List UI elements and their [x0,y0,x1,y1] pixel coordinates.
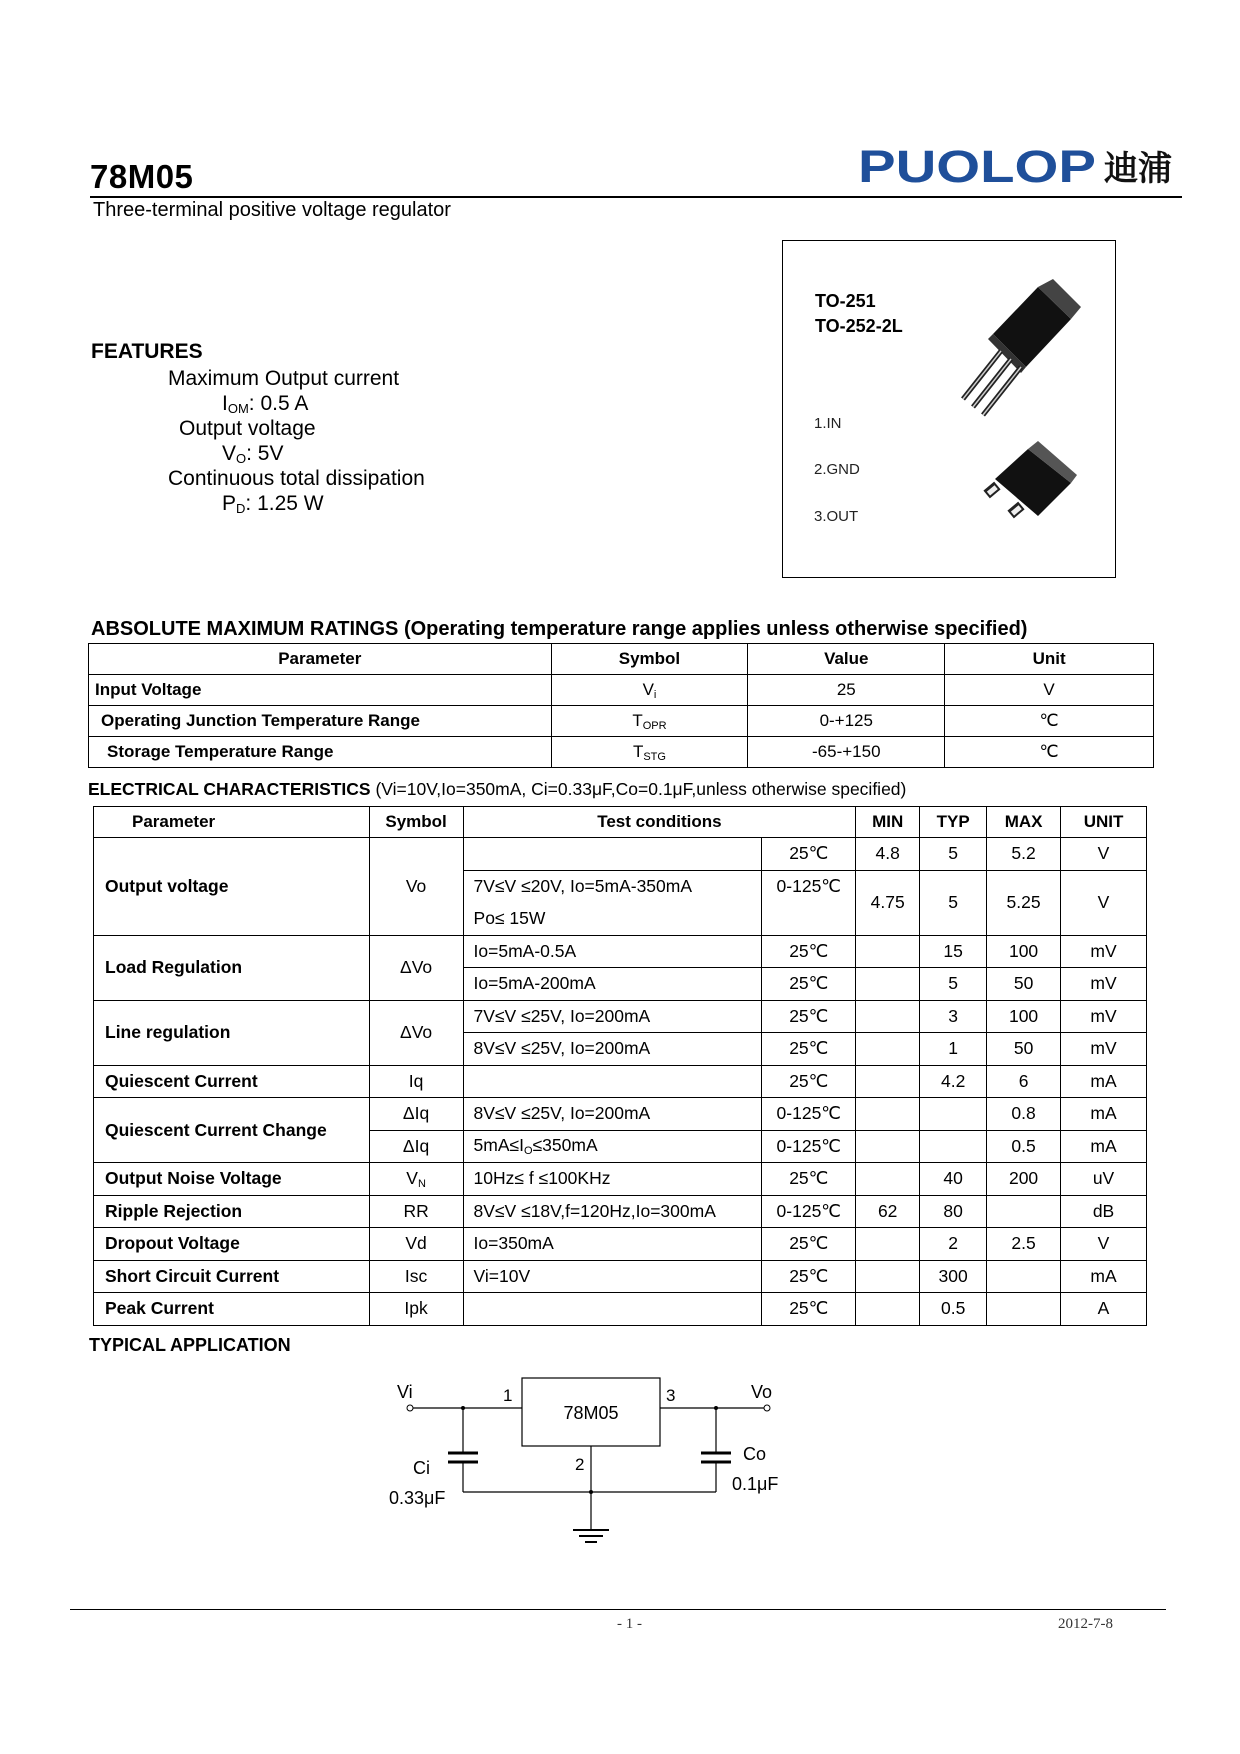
min-cell: 4.75 [856,870,920,935]
min-cell [856,1228,920,1261]
feature-value: $I_{OM}$: 0.5 A [222,392,309,416]
to252-package-icon [983,441,1078,531]
table-header-row [94,807,1147,838]
condition-cell [463,1065,762,1098]
max-cell: 0.5 [987,1130,1061,1163]
table-row [94,1163,1147,1196]
table-header-row [89,644,1154,675]
param-cell: Short Circuit Current [94,1260,370,1293]
to251-package-icon [953,279,1083,419]
part-number: 78M05 [90,158,194,195]
max-cell [987,1260,1061,1293]
condition-cell: $5mA\le I_O\le 350mA$ [463,1130,762,1163]
unit-cell: A [1061,1293,1147,1326]
package-name: TO-252-2L [815,316,903,336]
table-row [94,838,1147,871]
symbol-cell: ΔVo [369,1000,463,1065]
elec-table [93,806,1147,1326]
max-cell: 100 [987,1000,1061,1033]
condition-cell: 7V≤V ≤25V, Io=200mA [463,1000,762,1033]
typ-cell: 2 [920,1228,987,1261]
value-cell: -65-+150 [748,737,945,768]
temp-cell: 25℃ [762,1260,856,1293]
min-cell [856,1163,920,1196]
temp-cell: 0-125℃ [762,1098,856,1131]
min-cell: 62 [856,1195,920,1228]
unit-cell: mA [1061,1098,1147,1131]
typ-cell: 3 [920,1000,987,1033]
pin-label: 3.OUT [814,508,859,525]
condition-cell: 10Hz≤ f ≤100KHz [463,1163,762,1196]
symbol-cell: $V_i$ [551,675,748,706]
temp-cell: 25℃ [762,838,856,871]
min-cell [856,1293,920,1326]
temp-cell: 0-125℃ [762,1195,856,1228]
symbol-cell: Vd [369,1228,463,1261]
temp-cell: 25℃ [762,1293,856,1326]
temp-cell: 0-125℃ [762,870,856,935]
typical-app-circuit [370,1360,790,1560]
max-cell: 50 [987,1033,1061,1066]
typ-cell [920,1098,987,1131]
symbol-cell: ΔIq [369,1130,463,1163]
table-row [94,1293,1147,1326]
page-number: - 1 - [617,1616,642,1632]
subtitle: Three-terminal positive voltage regulator [93,199,451,221]
table-row [89,675,1154,706]
temp-cell: 25℃ [762,1228,856,1261]
header-cell: Symbol [551,644,748,675]
unit-cell: V [1061,870,1147,935]
unit-cell: mA [1061,1130,1147,1163]
max-cell: 2.5 [987,1228,1061,1261]
condition-cell [463,838,762,871]
vi-terminal [407,1405,413,1411]
unit-cell: V [1061,1228,1147,1261]
param-cell: Quiescent Current [94,1065,370,1098]
unit-cell: ℃ [945,706,1154,737]
symbol-cell: Isc [369,1260,463,1293]
feature-value: $P_D$: 1.25 W [222,492,324,516]
unit-cell: mA [1061,1065,1147,1098]
pin2-label: 2 [575,1455,585,1474]
typ-cell: 15 [920,935,987,968]
vi-label: Vi [397,1382,413,1402]
value-cell: 25 [748,675,945,706]
symbol-cell: Iq [369,1065,463,1098]
condition-cell: Vi=10V [463,1260,762,1293]
unit-cell: V [945,675,1154,706]
min-cell [856,968,920,1001]
param-cell: Input Voltage [89,675,552,706]
min-cell: 4.8 [856,838,920,871]
package-name: TO-251 [815,291,876,311]
pin3-label: 3 [666,1386,676,1405]
min-cell [856,935,920,968]
unit-cell: ℃ [945,737,1154,768]
pin1-label: 1 [503,1386,513,1405]
condition-cell: 8V≤V ≤18V,f=120Hz,Io=300mA [463,1195,762,1228]
pin-label: 2.GND [814,461,860,478]
footer-rule [70,1609,1166,1610]
typ-cell: 80 [920,1195,987,1228]
co-label: Co [743,1444,767,1464]
unit-cell: mV [1061,1033,1147,1066]
elec-title: ELECTRICAL CHARACTERISTICS (Vi=10V,Io=350mA, Ci=0.33μF,Co=0.1μF,unless otherwise specified) [88,779,907,799]
min-cell [856,1065,920,1098]
max-cell [987,1293,1061,1326]
min-cell [856,1260,920,1293]
table-row [89,706,1154,737]
unit-cell: mV [1061,968,1147,1001]
chip-label: 78M05 [563,1403,619,1423]
typical-app-title: TYPICAL APPLICATION [89,1335,291,1355]
header-cell: Unit [945,644,1154,675]
feature-value: $V_O$: 5V [222,442,284,466]
header-rule [90,196,1182,198]
condition-cell: Io=5mA-200mA [463,968,762,1001]
condition-cell: 7V≤V ≤20V, Io=5mA-350mA [463,870,762,903]
table-row [94,1260,1147,1293]
max-cell: 5.25 [987,870,1061,935]
co-value: 0.1μF [732,1474,779,1494]
max-cell: 6 [987,1065,1061,1098]
param-cell: Ripple Rejection [94,1195,370,1228]
feature-label: Continuous total dissipation [168,467,425,490]
unit-cell: mV [1061,1000,1147,1033]
param-cell: Output voltage [94,838,370,936]
symbol-cell: $T_{OPR}$ [551,706,748,737]
param-cell: Quiescent Current Change [94,1098,370,1163]
param-cell: Peak Current [94,1293,370,1326]
symbol-cell: ΔVo [369,935,463,1000]
unit-cell: V [1061,838,1147,871]
param-cell: Output Noise Voltage [94,1163,370,1196]
unit-cell: uV [1061,1163,1147,1196]
abs-max-table [88,643,1154,768]
typ-cell: 300 [920,1260,987,1293]
pin-label: 1.IN [814,415,842,432]
condition-cell [463,1293,762,1326]
symbol-cell: $T_{STG}$ [551,737,748,768]
table-row [94,1228,1147,1261]
feature-label: Output voltage [179,417,316,440]
unit-cell: mA [1061,1260,1147,1293]
brand-logo [858,142,1178,190]
temp-cell: 25℃ [762,968,856,1001]
table-row [89,737,1154,768]
condition-cell: 8V≤V ≤25V, Io=200mA [463,1033,762,1066]
condition-cell: Po≤ 15W [463,903,762,936]
symbol-cell: Vo [369,838,463,936]
typ-cell: 40 [920,1163,987,1196]
max-cell [987,1195,1061,1228]
typ-cell: 1 [920,1033,987,1066]
table-row [94,1065,1147,1098]
header-cell: TYP [920,807,987,838]
header-cell: Symbol [369,807,463,838]
param-cell: Operating Junction Temperature Range [89,706,552,737]
unit-cell: mV [1061,935,1147,968]
logo-text: PUOLOP [858,142,1096,190]
temp-cell: 25℃ [762,1000,856,1033]
max-cell: 200 [987,1163,1061,1196]
ci-label: Ci [413,1458,430,1478]
header-cell: MAX [987,807,1061,838]
value-cell: 0-+125 [748,706,945,737]
symbol-cell: $V_N$ [369,1163,463,1196]
doc-date: 2012-7-8 [1058,1616,1113,1632]
typ-cell: 5 [920,870,987,935]
symbol-cell: RR [369,1195,463,1228]
typ-cell: 5 [920,968,987,1001]
condition-cell: Io=350mA [463,1228,762,1261]
logo-cn-text: 迪浦 [1104,149,1172,189]
param-cell: Load Regulation [94,935,370,1000]
typ-cell: 0.5 [920,1293,987,1326]
param-cell: Dropout Voltage [94,1228,370,1261]
max-cell: 50 [987,968,1061,1001]
table-row [94,935,1147,968]
table-row [94,1195,1147,1228]
temp-cell: 25℃ [762,935,856,968]
table-row [94,1098,1147,1131]
vo-terminal [764,1405,770,1411]
condition-cell: Io=5mA-0.5A [463,935,762,968]
table-row [94,1000,1147,1033]
feature-label: Maximum Output current [168,367,400,390]
vo-label: Vo [751,1382,773,1402]
typ-cell: 5 [920,838,987,871]
header-cell: Parameter [89,644,552,675]
header-cell: Test conditions [463,807,856,838]
temp-cell: 0-125℃ [762,1130,856,1163]
min-cell [856,1033,920,1066]
temp-cell: 25℃ [762,1163,856,1196]
param-cell: Line regulation [94,1000,370,1065]
min-cell [856,1098,920,1131]
max-cell: 5.2 [987,838,1061,871]
header-cell: UNIT [1061,807,1147,838]
header-cell: MIN [856,807,920,838]
abs-max-title: ABSOLUTE MAXIMUM RATINGS (Operating temperature range applies unless otherwise specified) [91,618,1028,640]
param-cell: Storage Temperature Range [89,737,552,768]
min-cell [856,1130,920,1163]
typ-cell [920,1130,987,1163]
temp-cell: 25℃ [762,1065,856,1098]
symbol-cell: Ipk [369,1293,463,1326]
header-cell: Value [748,644,945,675]
typ-cell: 4.2 [920,1065,987,1098]
temp-cell: 25℃ [762,1033,856,1066]
symbol-cell: ΔIq [369,1098,463,1131]
ci-value: 0.33μF [389,1488,446,1508]
max-cell: 0.8 [987,1098,1061,1131]
package-box [782,240,1116,578]
header-cell: Parameter [94,807,370,838]
min-cell [856,1000,920,1033]
max-cell: 100 [987,935,1061,968]
features-title: FEATURES [91,340,203,363]
condition-cell: 8V≤V ≤25V, Io=200mA [463,1098,762,1131]
unit-cell: dB [1061,1195,1147,1228]
